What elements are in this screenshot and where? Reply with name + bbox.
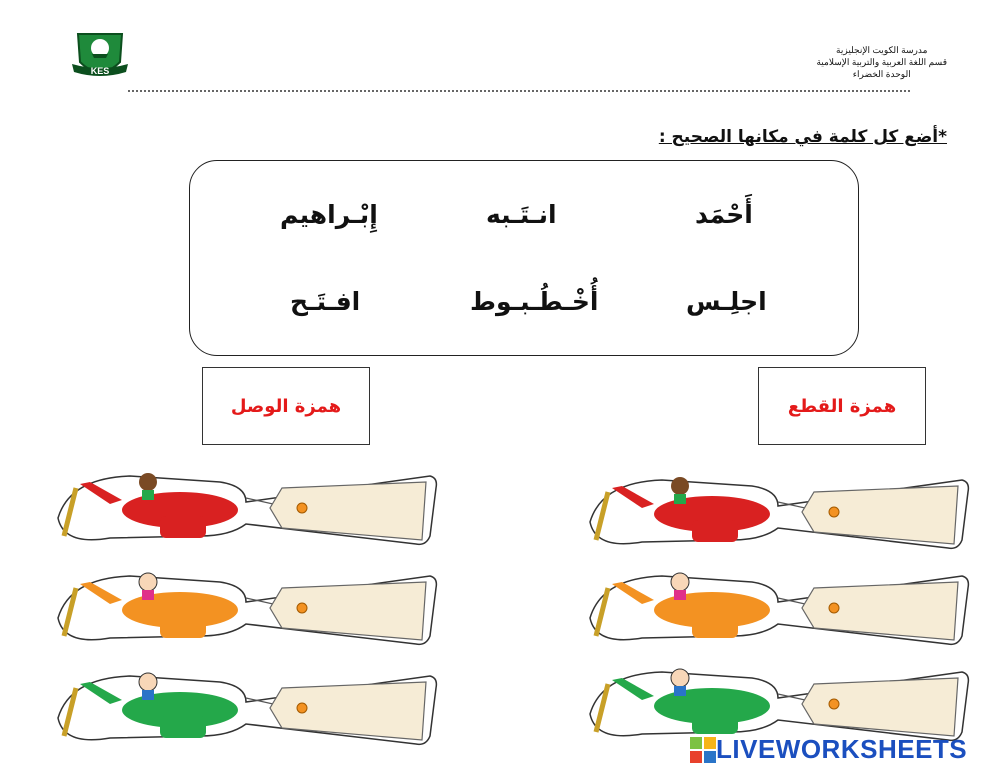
plane-qat-3 [582,654,972,746]
word-iftah[interactable]: افـتَـح [290,287,361,316]
school-header [816,44,947,80]
liveworksheets-icon [690,737,716,763]
plane-wasl-1 [50,458,440,550]
word-ukhtubut[interactable]: أُخْـطُـبـوط [470,287,599,316]
drop-field-wasl-2[interactable] [320,592,434,624]
liveworksheets-text: LIVEWORKSHEETS [716,734,968,764]
drop-field-qat-3[interactable] [852,688,966,720]
instruction-text: *أضع كل كلمة في مكانها الصحيح : [658,127,947,147]
word-ahmad[interactable]: أَحْمَد [695,200,753,229]
drop-field-wasl-1[interactable] [320,492,434,524]
header-separator [128,90,910,92]
department-name: قسم اللغة العربية والتربية الإسلامية [816,57,947,67]
word-bank [189,160,859,356]
word-intabih[interactable]: انـتَـبه [486,200,557,229]
logo-text: KES [90,66,110,76]
unit-name: الوحدة الخضراء [852,69,911,79]
school-name: مدرسة الكويت الإنجليزية [836,45,928,55]
drop-field-qat-2[interactable] [852,592,966,624]
drop-field-qat-1[interactable] [852,496,966,528]
category-hamzat-al-wasl: همزة الوصل [202,367,370,445]
plane-wasl-2 [50,558,440,650]
school-logo [70,28,130,84]
plane-qat-2 [582,558,972,650]
drop-field-wasl-3[interactable] [320,692,434,724]
liveworksheets-logo [690,734,967,765]
word-ijlis[interactable]: اجلِـس [686,287,767,316]
category-hamzat-al-qat: همزة القطع [758,367,926,445]
word-ibrahim[interactable]: إِبْـراهيم [280,200,378,229]
plane-qat-1 [582,462,972,554]
plane-wasl-3 [50,658,440,750]
